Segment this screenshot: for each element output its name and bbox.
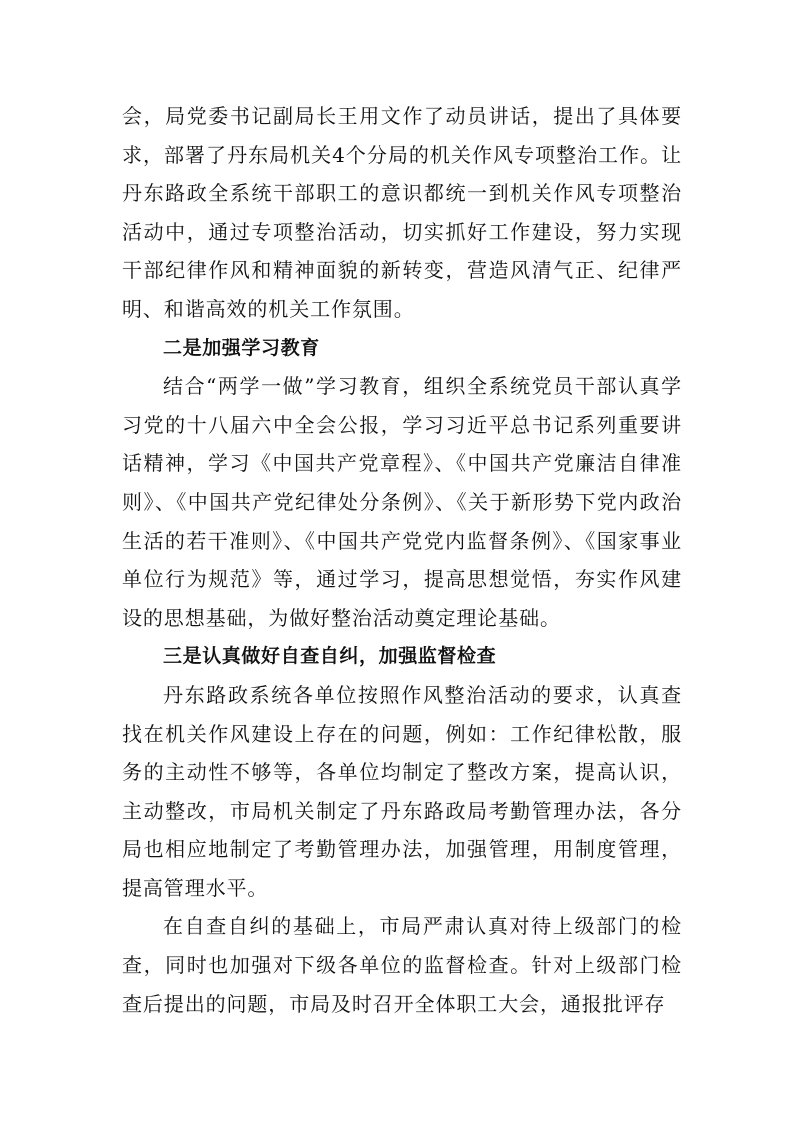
paragraph-continuation: 会，局党委书记副局长王用文作了动员讲话，提出了具体要求，部署了丹东局机关4个分局的机关作风专项整治工作。让丹东路政全系统干部职工的意识都统一到机关作风专项整治活动中，通过专项整治活动，切实抓好工作建设，努力实现干部纪律作风和精神面貌的新转变，营造风清气正、纪律严明、和谐高效的机关工作氛围。	[122, 104, 682, 321]
paragraph-supervision-check: 在自查自纠的基础上，市局严肃认真对待上级部门的检查，同时也加强对下级各单位的监督检查。针对上级部门检查后提出的问题，市局及时召开全体职工大会，通报批评存	[122, 914, 682, 1016]
paragraph-study-education: 结合“两学一做”学习教育，组织全系统党员干部认真学习党的十八届六中全会公报，学习习近平总书记系列重要讲话精神，学习《中国共产党章程》、《中国共产党廉洁自律准则》、《中国共产党纪律处分条例》、《关于新形势下党内政治生活的若干准则》、《中国共产党党内监督条例》、《国家事业单位行为规范》等，通过学习，提高思想觉悟，夯实作风建设的思想基础，为做好整治活动奠定理论基础。	[122, 374, 682, 630]
section-heading-study-education: 二是加强学习教育	[163, 336, 320, 359]
paragraph-self-inspection: 丹东路政系统各单位按照作风整治活动的要求，认真查找在机关作风建设上存在的问题，例如：工作纪律松散，服务的主动性不够等，各单位均制定了整改方案，提高认识，主动整改，市局机关制定了丹东路政局考勤管理办法，各分局也相应地制定了考勤管理办法，加强管理，用制度管理，提高管理水平。	[122, 682, 682, 900]
document-body	[122, 97, 682, 1023]
section-heading-self-inspection: 三是认真做好自查自纠，加强监督检查	[163, 645, 497, 668]
